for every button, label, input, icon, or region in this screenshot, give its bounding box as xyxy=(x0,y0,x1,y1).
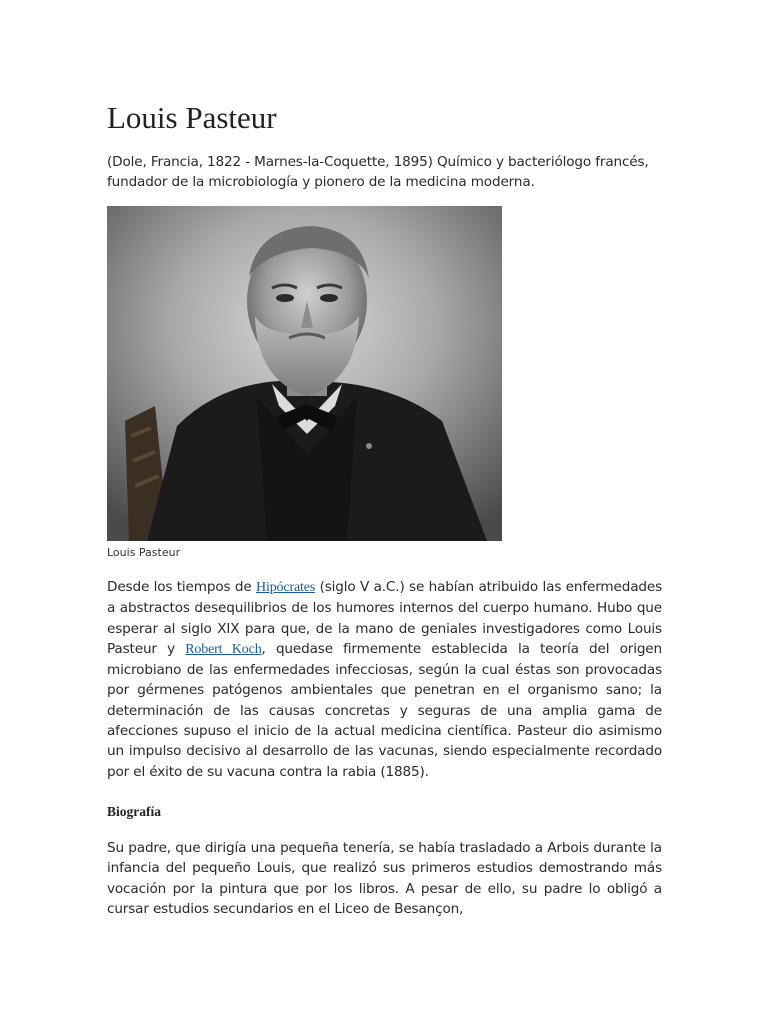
paragraph-text: Desde los tiempos de xyxy=(107,579,256,595)
hipocrates-link[interactable]: Hipócrates xyxy=(256,580,316,595)
body-paragraph-2: Su padre, que dirigía una pequeña tenería, se había trasladado a Arbois durante la infancia del pequeño Louis, que realizó sus primeros estudios demostrando más vocación por la pintura que por los libros. A pesar de ello, su padre lo obligó a cursar estudios secundarios en el Liceo de Besançon, xyxy=(107,840,662,917)
image-caption: Louis Pasteur xyxy=(107,546,181,559)
paragraph-text: , quedase firmemente establecida la teoría del origen microbiano de las enfermedades infecciosas, según la cual éstas son provocadas por gérmenes patógenos ambientales que penetran en el organismo sano; la determinación de las causas concretas y seguras de una amplia gama de afecciones supuso el inicio de la actual medicina científica. Pasteur dio asimismo un impulso decisivo al desarrollo de las vacunas, siendo especialmente recordado por el éxito de su vacuna contra la rabia (1885). xyxy=(107,640,662,780)
page-title: Louis Pasteur xyxy=(107,100,277,135)
section-heading-biografia: Biografía xyxy=(107,804,161,819)
intro-paragraph: (Dole, Francia, 1822 - Marnes-la-Coquette, 1895) Químico y bacteriólogo francés, fundador de la microbiología y pionero de la medicina moderna. xyxy=(107,154,649,190)
portrait-image xyxy=(107,206,502,541)
robert-koch-link[interactable]: Robert Koch xyxy=(185,641,262,657)
paragraph-text: (siglo V a.C.) se habían atribuido las enfermedades a abstractos desequilibrios de los humores internos del cuerpo humano. Hubo que esperar al siglo XIX para que, de la mano de geniales investigadores como Louis Pasteur y xyxy=(107,579,663,657)
body-paragraph-1 xyxy=(107,577,662,782)
